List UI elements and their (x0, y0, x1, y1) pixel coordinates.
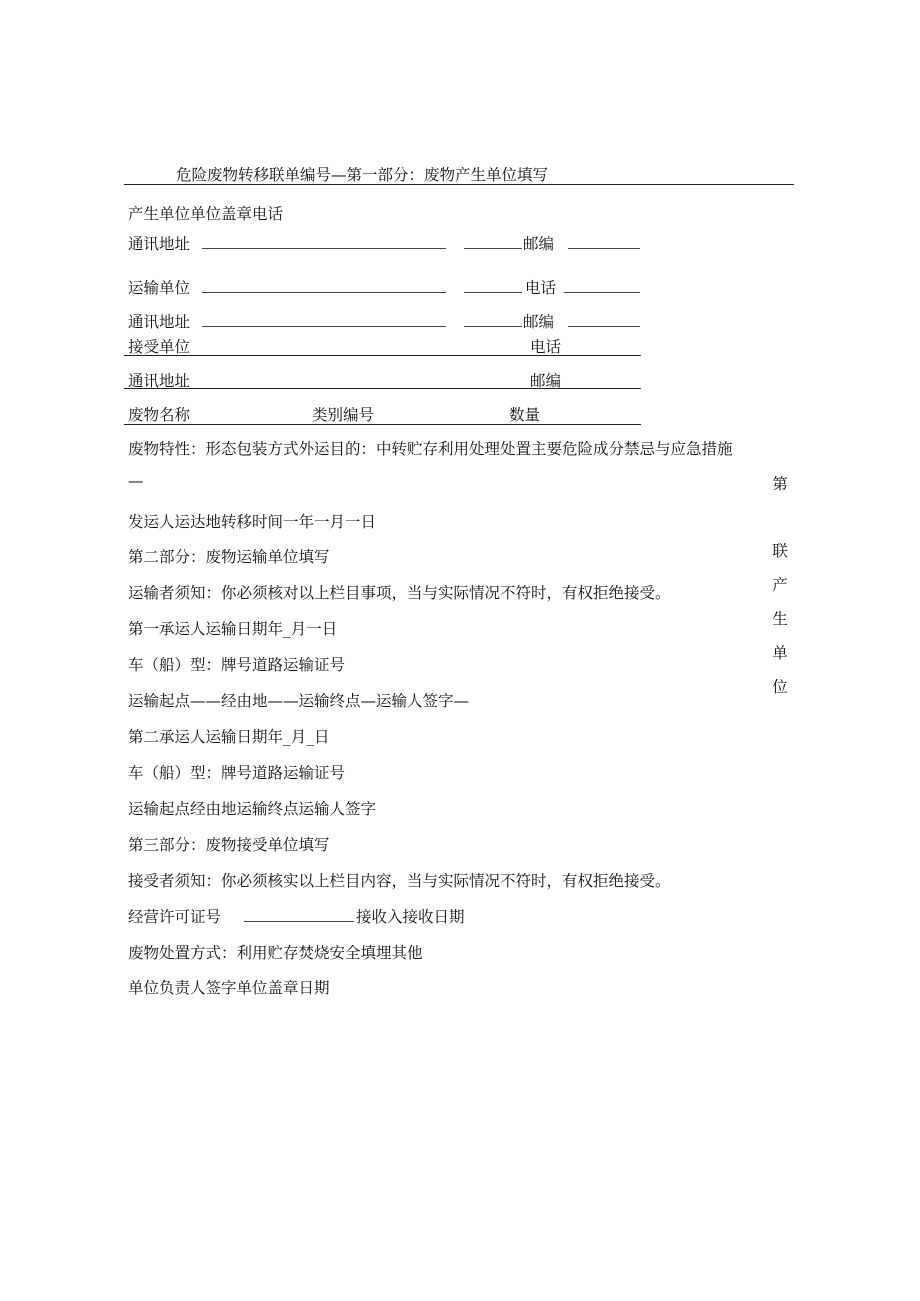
carrier2-route: 运输起点经由地运输终点运输人签字 (128, 800, 377, 818)
transporter-address-blank-2[interactable] (464, 326, 522, 327)
part3-heading: 第三部分：废物接受单位填写 (128, 836, 330, 854)
title-rule (124, 184, 794, 185)
waste-properties: 废物特性：形态包装方式外运目的：中转贮存利用处理处置主要危险成分禁忌与应急措施 (128, 440, 733, 458)
side-label-char: 单 (772, 644, 788, 662)
transporter-phone-label: 电话 (525, 279, 557, 297)
waste-quantity-label: 数量 (509, 406, 541, 424)
waste-row-rule (124, 424, 641, 425)
producer-address-blank[interactable] (202, 248, 446, 249)
carrier1-vehicle: 车（船）型：牌号道路运输证号 (128, 656, 346, 674)
waste-category-label: 类别编号 (312, 406, 375, 424)
transporter-postcode-label: 邮编 (523, 313, 555, 331)
license-rest: 接收入接收日期 (356, 908, 465, 926)
receiver-address-rule (124, 388, 641, 389)
side-label-char: 第 (772, 475, 788, 493)
license-label: 经营许可证号 (128, 908, 222, 926)
receiver-phone-label: 电话 (530, 338, 562, 356)
carrier1-date: 第一承运人运输日期年_月一日 (128, 620, 338, 638)
carrier2-date: 第二承运人运输日期年_月_日 (128, 728, 330, 746)
transporter-blank[interactable] (202, 292, 446, 293)
receiver-notice: 接受者须知：你必须核实以上栏目内容，当与实际情况不符时，有权拒绝接受。 (128, 872, 671, 890)
transporter-notice: 运输者须知：你必须核对以上栏目事项，当与实际情况不符时，有权拒绝接受。 (128, 584, 671, 602)
license-blank[interactable] (244, 921, 354, 922)
transporter-address-label: 通讯地址 (128, 313, 191, 331)
side-label-char: 联 (772, 542, 788, 560)
receiver-postcode-label: 邮编 (530, 372, 562, 390)
part2-heading: 第二部分：废物运输单位填写 (128, 548, 330, 566)
producer-address-blank-2[interactable] (464, 248, 522, 249)
transporter-postcode-blank[interactable] (568, 326, 640, 327)
transporter-label: 运输单位 (128, 279, 191, 297)
producer-line: 产生单位单位盖章电话 (128, 205, 284, 223)
side-label-char: 产 (772, 576, 788, 594)
side-label-char: 位 (772, 678, 788, 696)
transporter-phone-blank[interactable] (564, 292, 640, 293)
carrier2-vehicle: 车（船）型：牌号道路运输证号 (128, 764, 346, 782)
receiver-rule (124, 355, 641, 356)
shipper-line: 发运人运达地转移时间一年一月一日 (128, 513, 377, 531)
receiver-label: 接受单位 (128, 338, 191, 356)
producer-postcode-blank[interactable] (568, 248, 640, 249)
producer-address-label: 通讯地址 (128, 235, 191, 253)
producer-postcode-label: 邮编 (523, 235, 555, 253)
side-label-char: 生 (772, 610, 788, 628)
transporter-address-blank[interactable] (202, 326, 446, 327)
properties-dash: — (128, 472, 144, 490)
waste-name-label: 废物名称 (128, 406, 191, 424)
signature-line: 单位负责人签字单位盖章日期 (128, 979, 330, 997)
receiver-address-label: 通讯地址 (128, 372, 191, 390)
carrier1-route: 运输起点——经由地——运输终点—运输人签字— (128, 692, 470, 710)
transporter-blank-2[interactable] (464, 292, 522, 293)
form-title: 危险废物转移联单编号—第一部分：废物产生单位填写 (176, 166, 549, 184)
disposal-method: 废物处置方式：利用贮存焚烧安全填埋其他 (128, 944, 423, 962)
